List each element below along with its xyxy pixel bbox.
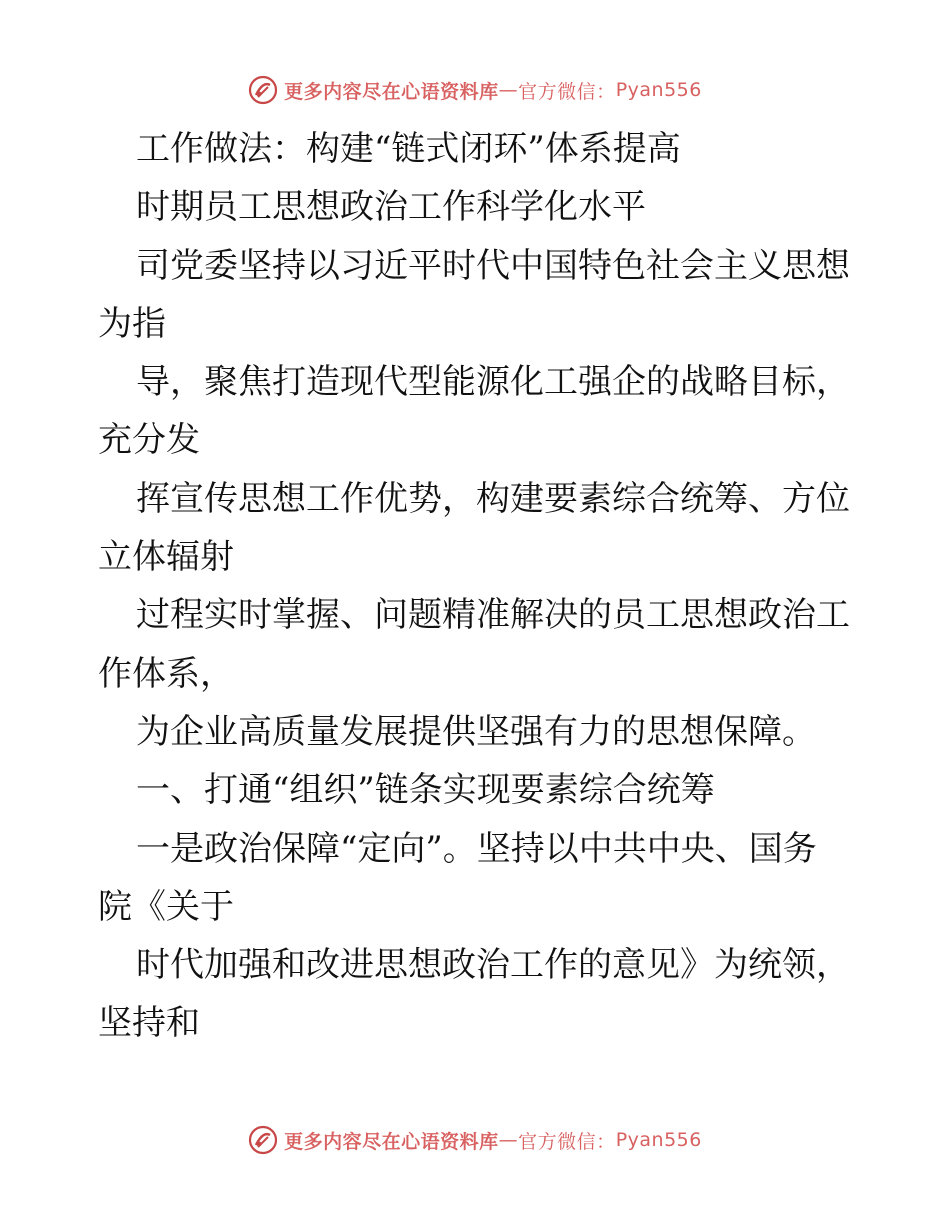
watermark-dash: — — [498, 1129, 519, 1151]
text-line: 一、打通“组织”链条实现要素综合统筹 — [136, 770, 715, 811]
watermark-title: 更多内容尽在心语资料库 — [284, 80, 499, 103]
watermark-dash: — — [498, 79, 519, 101]
text-line: 为企业高质量发展提供坚强有力的思想保障。 — [136, 711, 816, 752]
text-line: 工作做法：构建“链式闭环”体系提高 — [136, 129, 681, 169]
logo-icon — [248, 75, 278, 105]
text-line: 挥宣传思想工作优势，构建要素综合统筹、方位 — [136, 478, 850, 519]
text-line: 坚持和 — [98, 1003, 200, 1044]
text-line: 时期员工思想政治工作科学化水平 — [136, 187, 646, 228]
text-line: 过程实时掌握、问题精准解决的员工思想政治工 — [136, 595, 850, 636]
document-body — [98, 120, 858, 1053]
watermark-wechat-id: Pyan556 — [615, 79, 702, 101]
watermark-title: 更多内容尽在心语资料库 — [284, 1130, 499, 1153]
text-line: 为指 — [98, 303, 166, 344]
watermark-banner-bottom — [0, 1120, 950, 1160]
text-line: 充分发 — [98, 420, 200, 461]
text-line: 立体辐射 — [98, 537, 234, 578]
watermark-wechat-label: 官方微信： — [518, 80, 616, 103]
text-line: 司党委坚持以习近平时代中国特色社会主义思想 — [136, 245, 850, 286]
watermark-banner-top — [0, 70, 950, 110]
text-line: 作体系， — [98, 653, 234, 694]
watermark-wechat-label: 官方微信： — [518, 1130, 616, 1153]
text-line: 时代加强和改进思想政治工作的意见》为统领， — [136, 945, 850, 986]
watermark-wechat-id: Pyan556 — [615, 1129, 702, 1151]
logo-icon — [248, 1125, 278, 1155]
text-line: 院《关于 — [98, 886, 234, 927]
text-line: 导，聚焦打造现代型能源化工强企的战略目标， — [136, 362, 850, 403]
text-line: 一是政治保障“定向”。坚持以中共中央、国务 — [136, 828, 817, 869]
